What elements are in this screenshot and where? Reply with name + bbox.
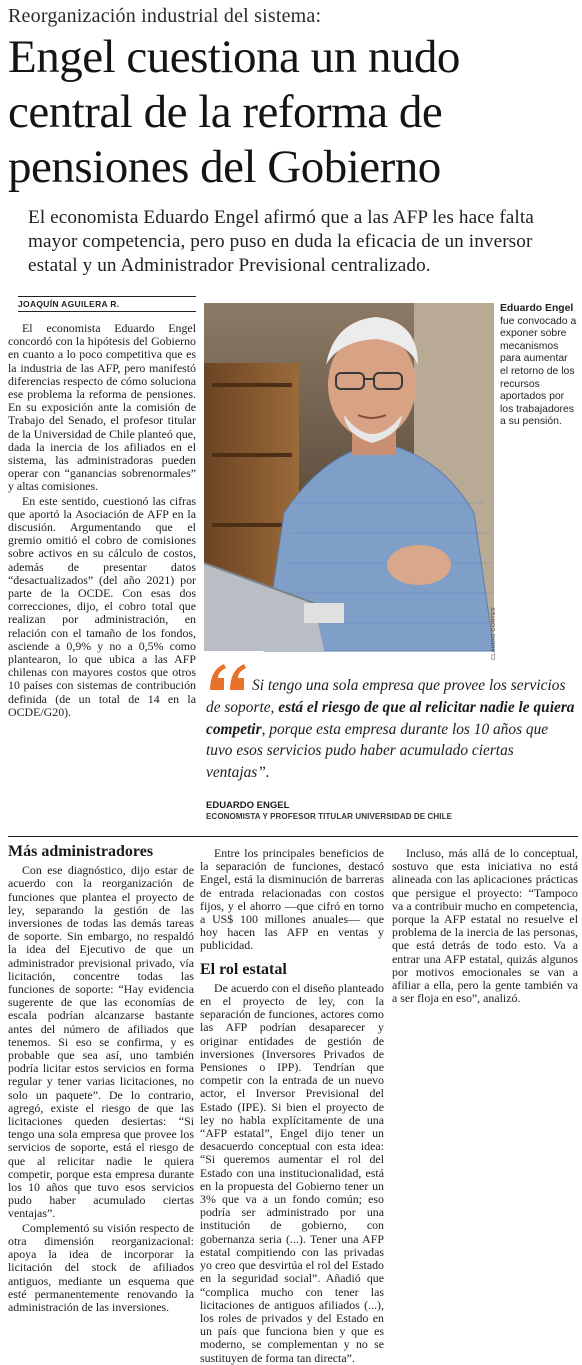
caption-text: fue convocado a exponer sobre mecanismos para aumentar el retorno de los recursos aportados por los trabajadores a su pensión. xyxy=(500,315,577,428)
column-b xyxy=(200,846,384,1365)
paragraph: En este sentido, cuestionó las cifras que aportó la Asociación de AFP en la discusión. Argumentando que el gremio omitió el cobro de comisiones sobre activos en su cálculo de costos, además de presentar datos “desactualizados” (del año 2021) por parte de la OCDE. Con esas dos correcciones, dijo, el cobro total que realizan por administración, en relación con el tamaño de los fondos, asciende a 0,9% y no a 0,5% como plantearon, lo que ubica a las AFP chilenas con mayores costos que otros 10 países con sistemas de contribución definida (de un total de 14 en la OCDE/G20). xyxy=(8,493,196,719)
headline: Engel cuestiona un nudo central de la reforma de pensiones del Gobierno xyxy=(8,31,460,193)
section-rule xyxy=(8,836,578,837)
photo-credit: CLAUDIO CORTÉS xyxy=(491,607,497,660)
column-1-top xyxy=(8,322,196,720)
paragraph: Con ese diagnóstico, dijo estar de acuerdo con la reorganización de funciones que plantea el proyecto de ley, separando la gestión de las inversiones de todas las demás tareas de soporte. Sin embargo, no respaldó la idea del Ejecutivo de que un administrador previsional privado, vía licitación, concentre todas las funciones de soporte: “Hay evidencia sugerente de que las economías de escala podrían alcanzarse bastante antes del número de afiliados que tenemos. Si eso se confirma, y es probable que sea así, uno también podría licitar estos servicios en forma regular y tener varias licitaciones, no solo un paquete”. De lo contrario, agregó, existe el riesgo de que las licitaciones queden desiertas: “Si tengo una sola empresa que provee los servicios de soporte, está el riesgo de que al relicitar nadie le quiera competir, porque esta empresa durante los 10 años que tuvo esos servicios pudo haber acumulado ciertas ventajas”. xyxy=(8,863,194,1221)
kicker: Reorganización industrial del sistema: xyxy=(8,5,322,27)
byline-rule-bottom xyxy=(18,311,196,312)
column-a xyxy=(8,845,194,1345)
caption-name: Eduardo Engel xyxy=(500,303,574,314)
photo-caption xyxy=(500,303,578,429)
pull-quote xyxy=(206,675,578,784)
deck: El economista Eduardo Engel afirmó que a las AFP les hace falta mayor competencia, pero puso en duda la eficacia de un inversor estatal y un Administrador Previsional centralizado. xyxy=(28,207,534,276)
paragraph: El economista Eduardo Engel concordó con la hipótesis del Gobierno en cuanto a lo poco competitiva que es la industria de las AFP, pero manifestó diferencias respecto de cómo soluciona ese problema la reforma de pensiones. En su exposición ante la comisión de Trabajo del Senado, el profesor titular de la Universidad de Chile planteó que, dada la inercia de los afiliados en el sistema, las administradoras pueden operar con “ganancias sobrenormales” y altas comisiones. xyxy=(8,321,196,494)
paragraph: Complementó su visión respecto de otra dimensión reorganizacional: apoya la idea de incorporar la licitación del stock de afiliados antiguos, mediante un esquema que esté permanentemente renovando la administración de las inversiones. xyxy=(8,1220,194,1314)
quote-attribution-name: EDUARDO ENGEL xyxy=(206,800,290,811)
byline-rule xyxy=(18,296,196,297)
subhead-rol-estatal: El rol estatal xyxy=(200,960,287,978)
quote-attribution-role: ECONOMISTA Y PROFESOR TITULAR UNIVERSIDAD DE CHILE xyxy=(206,812,453,821)
photo-illustration xyxy=(204,303,494,651)
paragraph: Incluso, más allá de lo conceptual, sostuvo que esta iniciativa no está alineada con las aplicaciones prácticas que persigue el proyecto: “Tampoco va a contribuir mucho en competencia, porque la AFP estatal no resuelve el problema de la inercia de las personas, que está detrás de todo esto. Va a entrar una AFP estatal, quizás algunos por motivos emocionales se van a afiliar a ella, pero la gente también va a ser floja en eso”, analizó. xyxy=(392,846,578,1006)
quote-text-bold: está el riesgo de que al relicitar nadie le quiera competir xyxy=(206,698,575,738)
quote-text-c: , porque esta empresa durante los 10 años que tuvo esos servicios pudo haber acumulado ciertas ventajas”. xyxy=(206,720,549,782)
paragraph: De acuerdo con el diseño planteado en el proyecto de ley, con la separación de funciones, actores como las AFP podrían desaparecer y originar entidades de gestión de inversiones (Inversores Privados de Pensiones o IPP). Tendrían que competir con la entrada de un nuevo actor, el Inversor Previsional del Estado (IPE). Si bien el proyecto de ley no habla explícitamente de una “AFP estatal”, Engel dijo tener un desacuerdo conceptual con esta idea: “Si queremos aumentar el rol del Estado con una institucionalidad, está en la propuesta del Gobierno tener un 3% que va a un fondo común; eso podría ser administrado por una institución de gobierno, con gobernanza seria (...). Tener una AFP estatal compitiendo con las privadas yo creo que desvirtúa el rol del Estado en la seguridad social”. Añadió que “complica mucho con tener las licitaciones de antiguos afiliados (...), los roles de privados y del Estado en un país que funciona bien y que es moderno, se complementan y no se sustituyen de forma tan directa”. xyxy=(200,980,384,1365)
quote-text-a: Si tengo una sola empresa que provee los servicios de soporte, xyxy=(206,677,566,716)
photo-engel xyxy=(204,303,494,651)
subhead-mas-administradores: Más administradores xyxy=(8,843,154,860)
paragraph: Entre los principales beneficios de la separación de funciones, destacó Engel, está la disminución de barreras de entrada relacionadas con costos fijos, y el ahorro —que cifró en torno a US$ 100 millones anuales— que hoy hacen las AFP en ventas y publicidad. xyxy=(200,846,384,953)
byline: JOAQUÍN AGUILERA R. xyxy=(18,299,120,309)
column-c xyxy=(392,847,578,1345)
